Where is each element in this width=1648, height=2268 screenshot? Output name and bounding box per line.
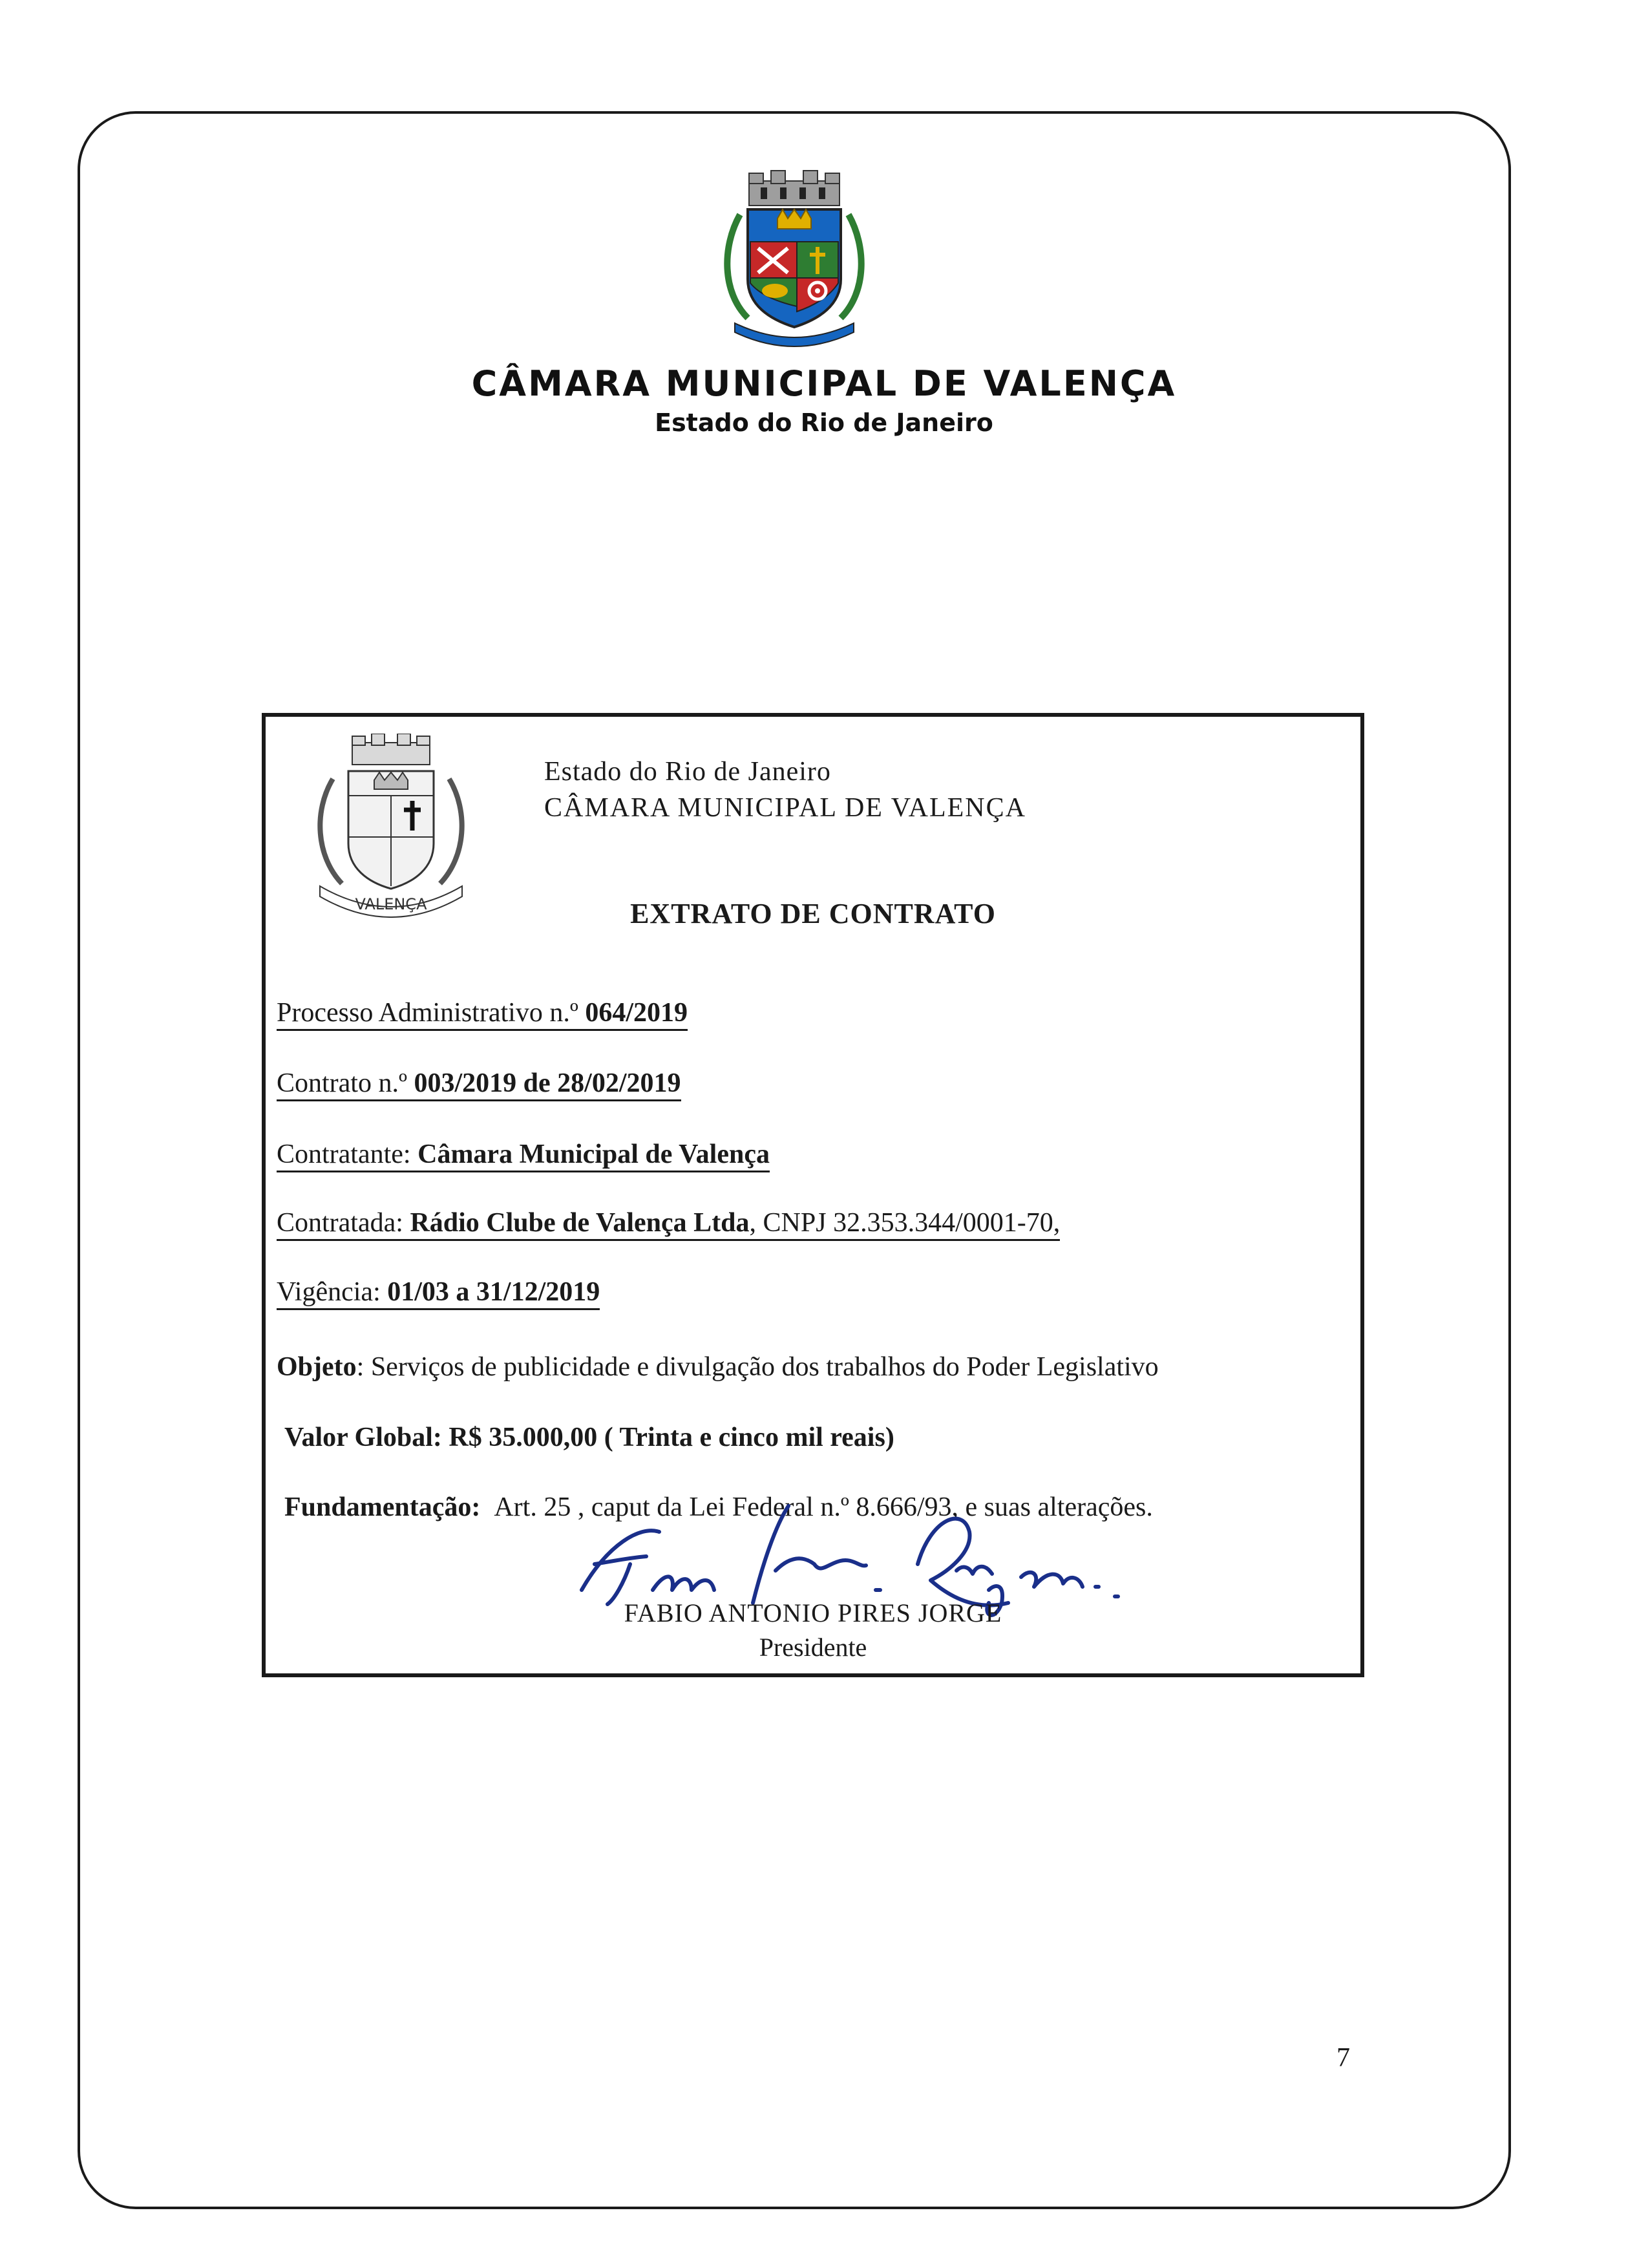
laurel-right-icon — [841, 215, 861, 318]
contractor-value: Câmara Municipal de Valença — [417, 1139, 770, 1169]
coat-of-arms-icon — [715, 169, 873, 350]
contract-label: Contrato n.º — [277, 1068, 408, 1098]
object-label: Objeto — [277, 1352, 357, 1382]
page-number: 7 — [1336, 2043, 1350, 2073]
extract-title: EXTRATO DE CONTRATO — [630, 898, 996, 929]
seal-label: VALENÇA — [355, 895, 427, 913]
basis-label: Fundamentação: — [284, 1492, 481, 1522]
validity-field — [277, 1277, 600, 1308]
state-subtitle: Estado do Rio de Janeiro — [655, 408, 993, 437]
process-value: 064/2019 — [585, 998, 688, 1028]
value-field — [284, 1422, 894, 1453]
contract-value: 003/2019 de 28/02/2019 — [414, 1068, 681, 1098]
extract-chamber: CÂMARA MUNICIPAL DE VALENÇA — [544, 793, 1026, 823]
validity-value: 01/03 a 31/12/2019 — [387, 1277, 600, 1307]
object-field — [277, 1351, 1159, 1383]
contractor-underline — [277, 1139, 770, 1172]
contracted-field — [277, 1207, 1060, 1238]
laurel-left-icon — [727, 215, 748, 318]
contracted-cnpj: , CNPJ 32.353.344/0001-70, — [749, 1208, 1061, 1238]
contracted-underline — [277, 1208, 1060, 1241]
mural-crown-icon — [749, 171, 840, 206]
shield-icon — [748, 209, 841, 327]
contract-underline — [277, 1068, 681, 1101]
validity-underline — [277, 1277, 600, 1310]
basis-value: Art. 25 , caput da Lei Federal n.º 8.666/93, e suas alterações. — [494, 1492, 1153, 1522]
value-label: Valor Global: — [284, 1423, 442, 1452]
seal-icon — [307, 734, 475, 918]
object-value: : Serviços de publicidade e divulgação dos trabalhos do Poder Legislativo — [356, 1352, 1159, 1382]
signer-name: FABIO ANTONIO PIRES JORGE — [624, 1598, 1002, 1627]
contracted-value: Rádio Clube de Valença Ltda — [410, 1208, 750, 1238]
contract-field — [277, 1068, 681, 1099]
process-field — [277, 997, 688, 1028]
process-underline — [277, 998, 688, 1031]
validity-label: Vigência: — [277, 1277, 381, 1307]
process-label: Processo Administrativo n.º — [277, 998, 578, 1028]
contractor-field — [277, 1139, 770, 1170]
extract-state: Estado do Rio de Janeiro — [544, 757, 831, 787]
value-value: R$ 35.000,00 ( Trinta e cinco mil reais) — [449, 1423, 894, 1452]
institution-title: CÂMARA MUNICIPAL DE VALENÇA — [471, 363, 1177, 404]
contractor-label: Contratante: — [277, 1139, 411, 1169]
contracted-label: Contratada: — [277, 1208, 403, 1238]
signer-role: Presidente — [759, 1633, 867, 1662]
